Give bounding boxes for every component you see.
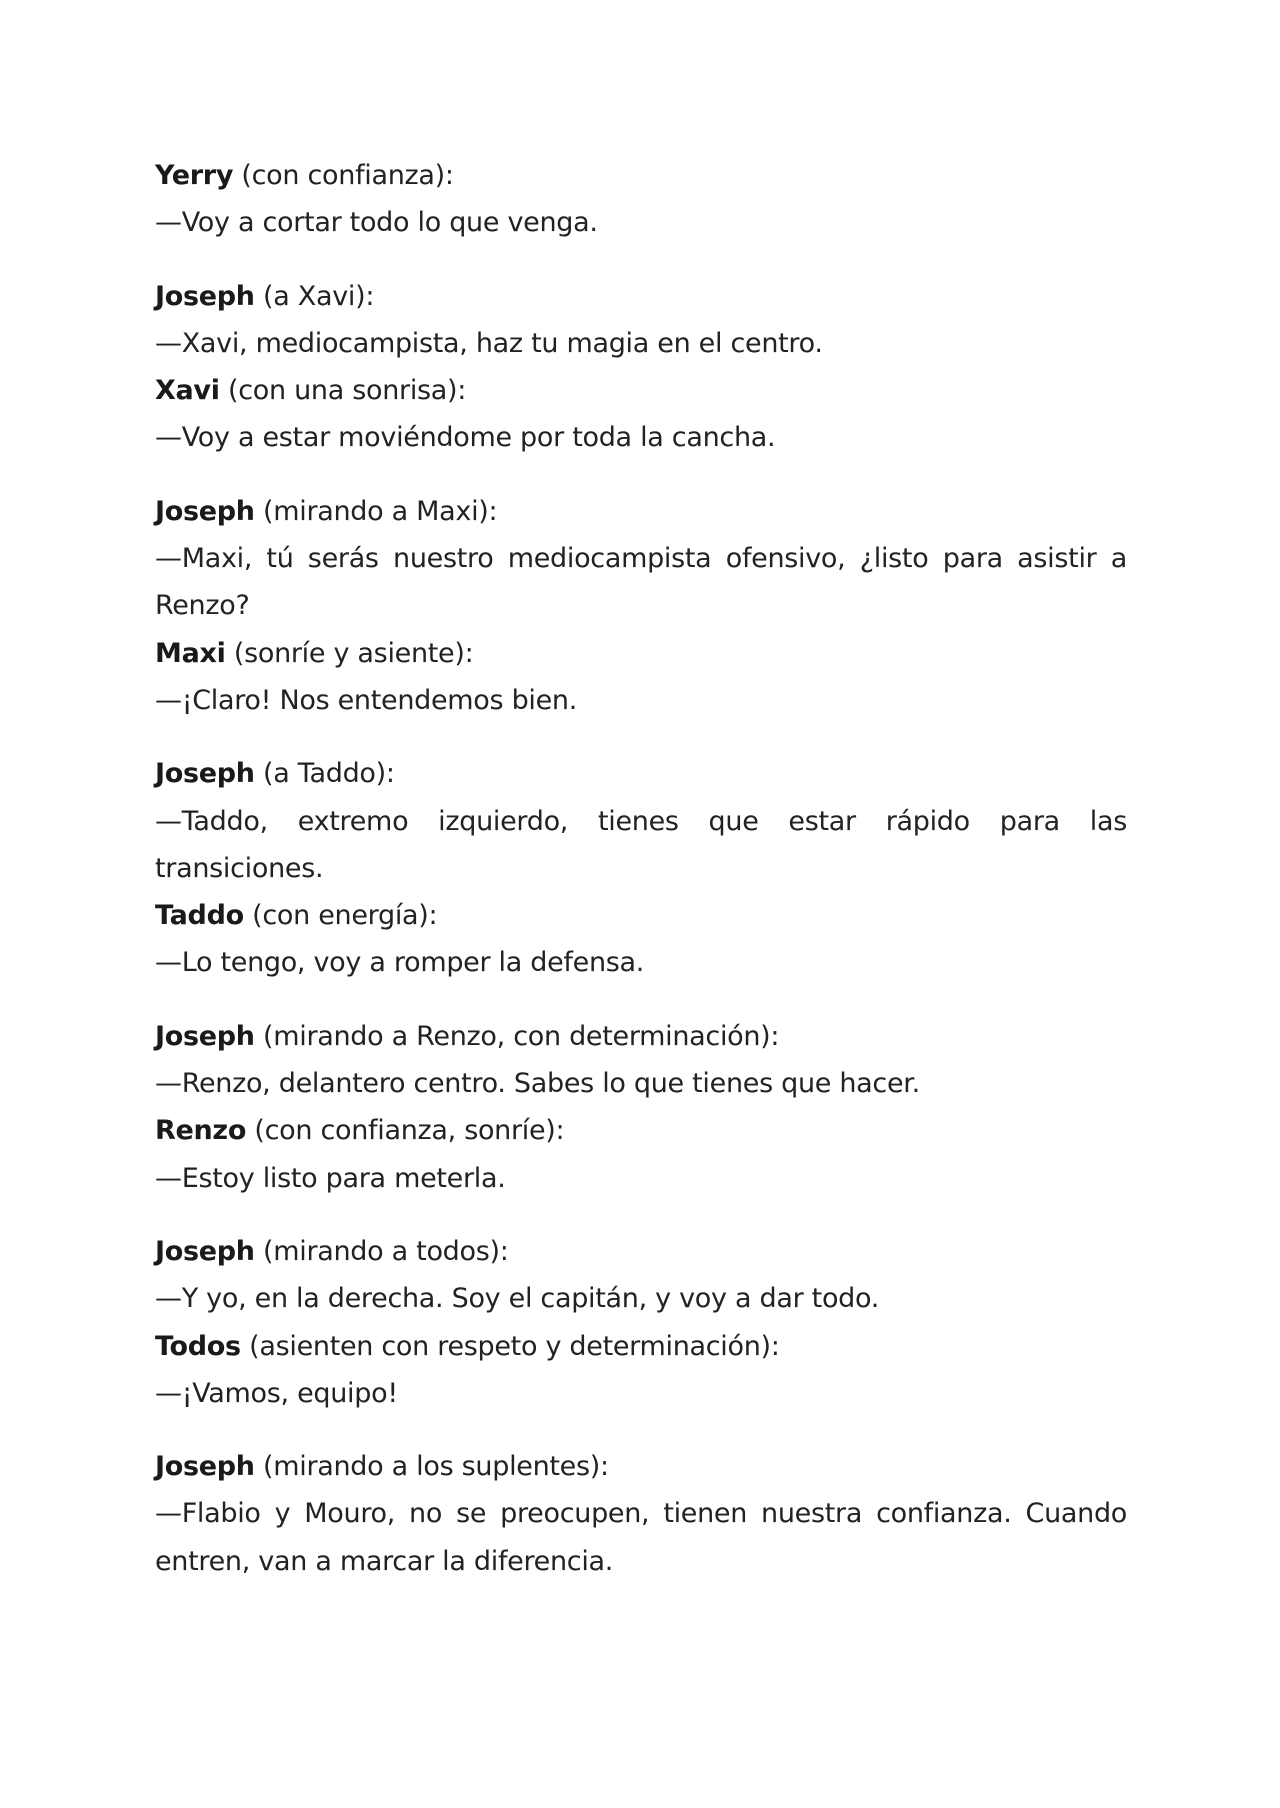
dialogue-line: —Y yo, en la derecha. Soy el capitán, y voy a dar todo. <box>155 1283 880 1315</box>
speaker-name: Maxi <box>155 637 226 669</box>
direction-text: (con energía): <box>243 900 438 932</box>
dialogue-block <box>155 273 1127 462</box>
direction-text: (sonríe y asiente): <box>225 637 474 669</box>
stage-direction <box>155 273 1127 320</box>
direction-text: (con confianza): <box>233 160 454 191</box>
dialogue-line: —¡Claro! Nos entendemos bien. <box>155 684 578 716</box>
direction-text: (con confianza, sonríe): <box>246 1115 565 1147</box>
stage-direction <box>155 1013 1127 1060</box>
dialogue-block <box>155 1443 1127 1585</box>
stage-direction <box>155 1107 1127 1154</box>
dialogue-line: —Taddo, extremo izquierdo, tienes que estar rápido para las transiciones. <box>155 805 1127 884</box>
direction-text: (con una sonrisa): <box>219 375 467 407</box>
dialogue-block <box>155 750 1127 986</box>
stage-direction <box>155 488 1127 535</box>
dialogue-line: —Flabio y Mouro, no se preocupen, tienen nuestra confianza. Cuando entren, van a marcar la diferencia. <box>155 1498 1127 1577</box>
dialogue-block <box>155 488 1127 724</box>
direction-text: (mirando a Renzo, con determinación): <box>254 1020 780 1052</box>
direction-text: (asienten con respeto y determinación): <box>240 1330 780 1362</box>
direction-text: (mirando a los suplentes): <box>254 1451 609 1483</box>
dialogue-line: —Renzo, delantero centro. Sabes lo que tienes que hacer. <box>155 1068 920 1100</box>
dialogue-line: —Xavi, mediocampista, haz tu magia en el centro. <box>155 327 823 359</box>
speaker-name: Xavi <box>155 375 220 407</box>
dialogue-block <box>155 152 1127 247</box>
stage-direction <box>155 750 1127 797</box>
dialogue-line: —Voy a estar moviéndome por toda la cancha. <box>155 422 776 454</box>
speaker-name: Joseph <box>155 1451 255 1483</box>
speaker-name: Joseph <box>155 280 255 312</box>
stage-direction <box>155 892 1127 939</box>
direction-text: (mirando a Maxi): <box>254 495 498 527</box>
stage-direction <box>155 1228 1127 1275</box>
direction-text: (a Taddo): <box>254 758 395 790</box>
speaker-name: Joseph <box>155 1235 255 1267</box>
speaker-name: Renzo <box>155 1115 247 1147</box>
speaker-name: Yerry <box>155 160 234 191</box>
direction-text: (a Xavi): <box>254 280 375 312</box>
speaker-name: Taddo <box>155 900 244 932</box>
stage-direction <box>155 1323 1127 1370</box>
dialogue-block <box>155 1228 1127 1417</box>
dialogue-block <box>155 1013 1127 1202</box>
stage-direction <box>155 630 1127 677</box>
stage-direction <box>155 367 1127 414</box>
document-page <box>155 152 1127 1611</box>
speaker-name: Joseph <box>155 1020 255 1052</box>
dialogue-line: —Voy a cortar todo lo que venga. <box>155 207 598 239</box>
speaker-name: Todos <box>155 1330 241 1362</box>
stage-direction <box>155 152 1127 199</box>
direction-text: (mirando a todos): <box>254 1235 509 1267</box>
speaker-name: Joseph <box>155 495 255 527</box>
speaker-name: Joseph <box>155 758 255 790</box>
dialogue-line: —Lo tengo, voy a romper la defensa. <box>155 947 645 979</box>
dialogue-line: —Estoy listo para meterla. <box>155 1162 506 1194</box>
dialogue-line: —Maxi, tú serás nuestro mediocampista ofensivo, ¿listo para asistir a Renzo? <box>155 543 1127 622</box>
stage-direction <box>155 1443 1127 1490</box>
dialogue-line: —¡Vamos, equipo! <box>155 1377 398 1409</box>
